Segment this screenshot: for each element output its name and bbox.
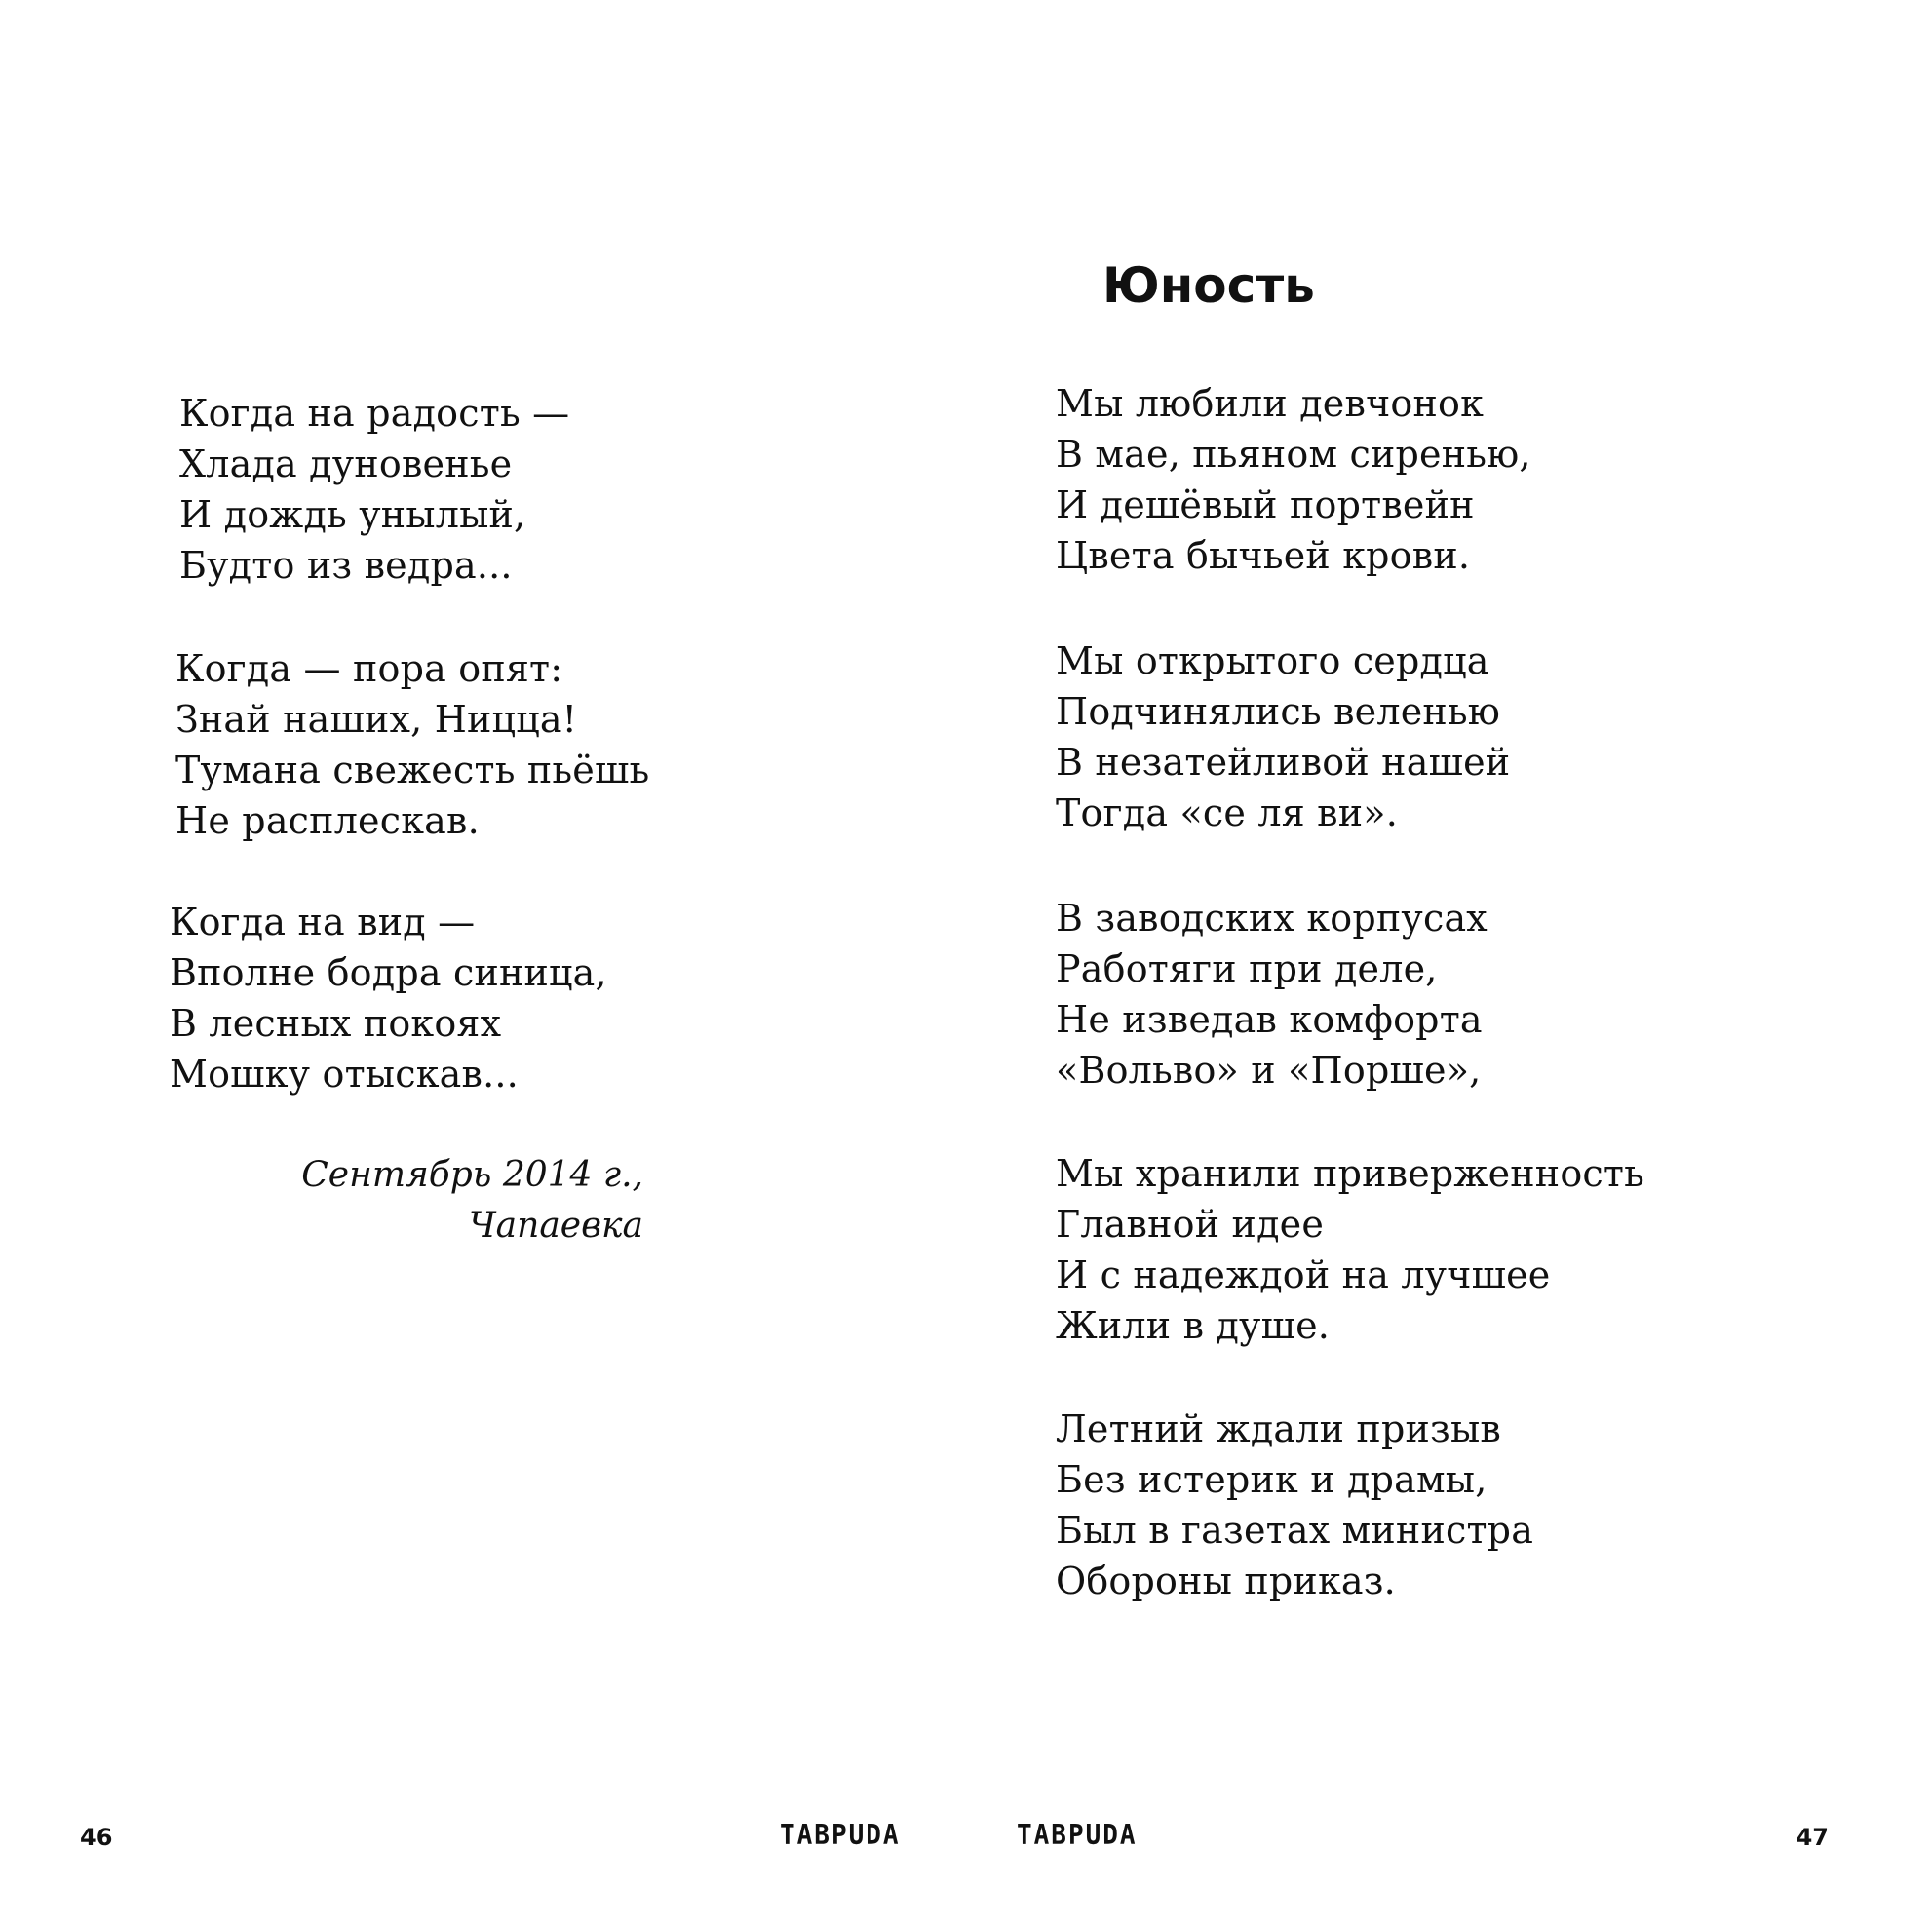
right-stanza-1 bbox=[1056, 378, 1531, 581]
verse-line: Тогда «се ля ви». bbox=[1056, 791, 1399, 834]
verse-line: Без истерик и драмы, bbox=[1056, 1458, 1488, 1501]
verse-line: Когда на вид — bbox=[170, 901, 476, 944]
right-stanza-5 bbox=[1056, 1404, 1533, 1606]
verse-line: Подчинялись веленью bbox=[1056, 690, 1501, 733]
verse-line: В заводских корпусах bbox=[1056, 897, 1488, 940]
right-stanza-3 bbox=[1056, 893, 1488, 1096]
verse-line: И дождь унылый, bbox=[179, 493, 526, 536]
verse-line: Мы хранили приверженность bbox=[1056, 1152, 1645, 1195]
verse-line: Мошку отыскав... bbox=[170, 1053, 519, 1096]
verse-line: Жили в душе. bbox=[1056, 1304, 1331, 1347]
verse-line: Когда — пора опят: bbox=[175, 647, 563, 690]
signature-place: Чапаевка bbox=[468, 1206, 643, 1246]
verse-line: В незатейливой нашей bbox=[1056, 741, 1511, 784]
verse-line: Будто из ведра... bbox=[179, 544, 513, 587]
verse-line: Знай наших, Ницца! bbox=[175, 698, 578, 741]
verse-line: Тумана свежесть пьёшь bbox=[175, 749, 650, 791]
publisher-logo-right: TABPUDA bbox=[1017, 1819, 1138, 1852]
verse-line: Главной идее bbox=[1056, 1203, 1325, 1246]
verse-line: И с надеждой на лучшее bbox=[1056, 1253, 1551, 1296]
verse-line: «Вольво» и «Порше», bbox=[1056, 1049, 1482, 1092]
right-page bbox=[966, 0, 1932, 1926]
verse-line: В лесных покоях bbox=[170, 1002, 502, 1045]
verse-line: Не расплескав. bbox=[175, 799, 480, 842]
right-stanza-4 bbox=[1056, 1148, 1644, 1351]
verse-line: Когда на радость — bbox=[179, 392, 570, 435]
verse-line: Вполне бодра синица, bbox=[170, 951, 607, 994]
poem-signature bbox=[301, 1150, 643, 1252]
verse-line: Был в газетах министра bbox=[1056, 1509, 1534, 1552]
verse-line: Мы открытого сердца bbox=[1056, 639, 1489, 682]
verse-line: Не изведав комфорта bbox=[1056, 998, 1483, 1041]
verse-line: Летний ждали призыв bbox=[1056, 1407, 1501, 1450]
publisher-logo-left: TABPUDA bbox=[780, 1819, 901, 1852]
right-stanza-2 bbox=[1056, 636, 1510, 838]
verse-line: И дешёвый портвейн bbox=[1056, 483, 1475, 526]
verse-line: Хлада дуновенье bbox=[179, 443, 513, 485]
verse-line: Обороны приказ. bbox=[1056, 1560, 1396, 1602]
verse-line: Цвета бычьей крови. bbox=[1056, 534, 1471, 577]
verse-line: Работяги при деле, bbox=[1056, 947, 1438, 990]
verse-line: В мае, пьяном сиренью, bbox=[1056, 433, 1531, 476]
left-stanza-2 bbox=[175, 643, 649, 846]
poem-title: Юность bbox=[1102, 257, 1315, 314]
page-number-left: 46 bbox=[80, 1824, 113, 1851]
signature-date: Сентябрь 2014 г., bbox=[301, 1155, 643, 1195]
page-number-right: 47 bbox=[1796, 1824, 1829, 1851]
left-stanza-3 bbox=[170, 897, 607, 1099]
left-stanza-1 bbox=[179, 388, 569, 591]
verse-line: Мы любили девчонок bbox=[1056, 382, 1485, 425]
